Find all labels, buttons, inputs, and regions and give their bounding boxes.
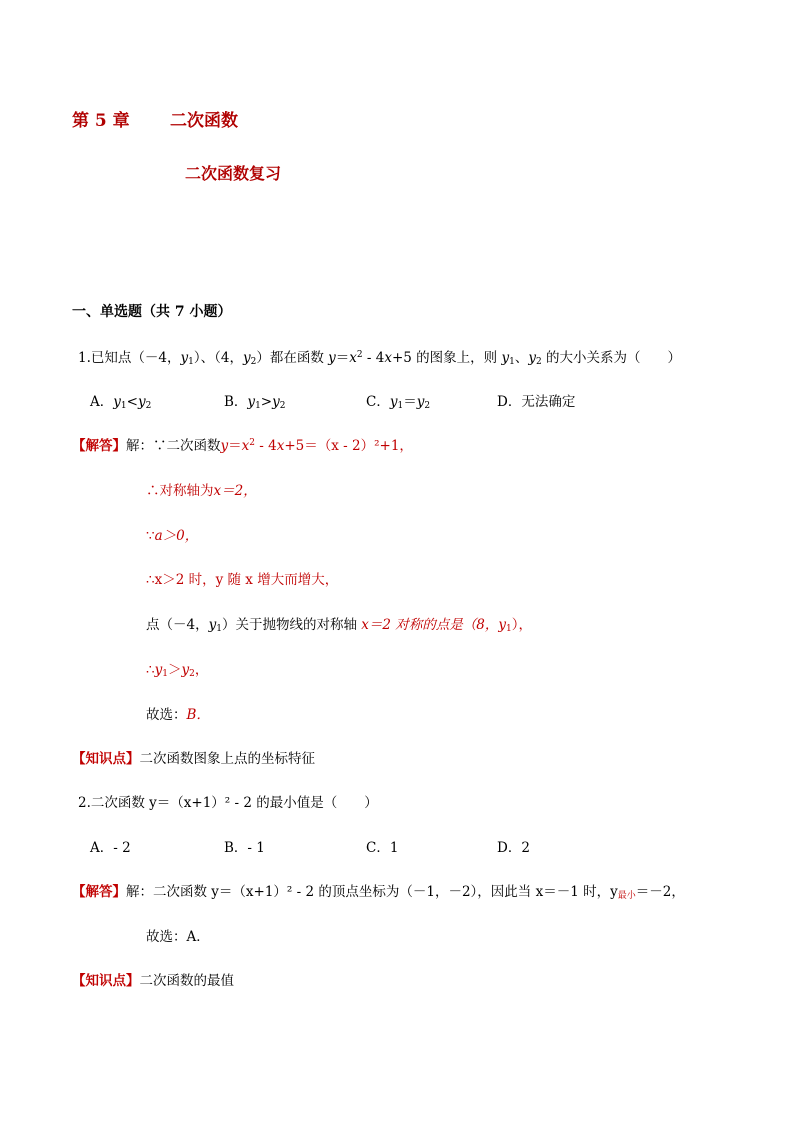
q2-option-b: B．- 1 xyxy=(224,840,265,856)
q2-answer: 【解答】解：二次函数 y＝（x+1）² - 2 的顶点坐标为（－1，－2），因此当 x＝－1 时，$y_{最小}=-2$， xyxy=(72,884,685,901)
page-subtitle: 二次函数复习 xyxy=(185,164,282,183)
q2-knowledge-point: 【知识点】二次函数的最值 xyxy=(72,973,234,989)
q1-option-a: A．$y_1<y_2$ xyxy=(90,394,152,411)
q1-option-b: B．$y_1>y_2$ xyxy=(224,394,286,411)
chapter-title: 二次函数 xyxy=(170,111,238,131)
q1-answer-choice: 故选：B． xyxy=(146,707,210,723)
q1-option-d: D．无法确定 xyxy=(497,394,576,410)
q1-answer-line-3: ∵a＞0， xyxy=(146,528,199,544)
q1-answer-line-6: $\therefore y_1>y_2$， xyxy=(146,662,209,679)
q1-option-c: C．$y_1=y_2$ xyxy=(366,394,431,411)
q1-answer-line-2: ∴对称轴为x＝2， xyxy=(146,483,257,499)
q2-option-d: D．2 xyxy=(497,840,530,856)
question-1-stem: 1.已知点（－4，$y_1$）、（4，$y_2$）都在函数 $y=x^2 - 4x+5$ 的图象上，则 $y_1$、$y_2$ 的大小关系为（ ） xyxy=(78,350,682,367)
chapter-number: 第 5 章 xyxy=(72,111,130,131)
section-heading: 一、单选题（共 7 小题） xyxy=(72,304,232,320)
q2-option-a: A．- 2 xyxy=(90,840,131,856)
q1-answer-line-5: 点（－4，$y_1$）关于抛物线的对称轴 x＝2 对称的点是（8，$y_1$）， xyxy=(146,617,532,634)
q1-answer-line-4: ∴x＞2 时，y 随 x 增大而增大， xyxy=(146,572,339,588)
question-2-stem: 2.二次函数 y＝（x+1）² - 2 的最小值是（ ） xyxy=(78,795,378,811)
q1-knowledge-point: 【知识点】二次函数图象上点的坐标特征 xyxy=(72,751,315,767)
q1-answer-line-1: 【解答】解：∵二次函数$y=x^2 - 4x+5=(x - 2)^2+1$， xyxy=(72,438,413,454)
q2-answer-choice: 故选：A． xyxy=(146,929,210,945)
q2-option-c: C．1 xyxy=(366,840,399,856)
